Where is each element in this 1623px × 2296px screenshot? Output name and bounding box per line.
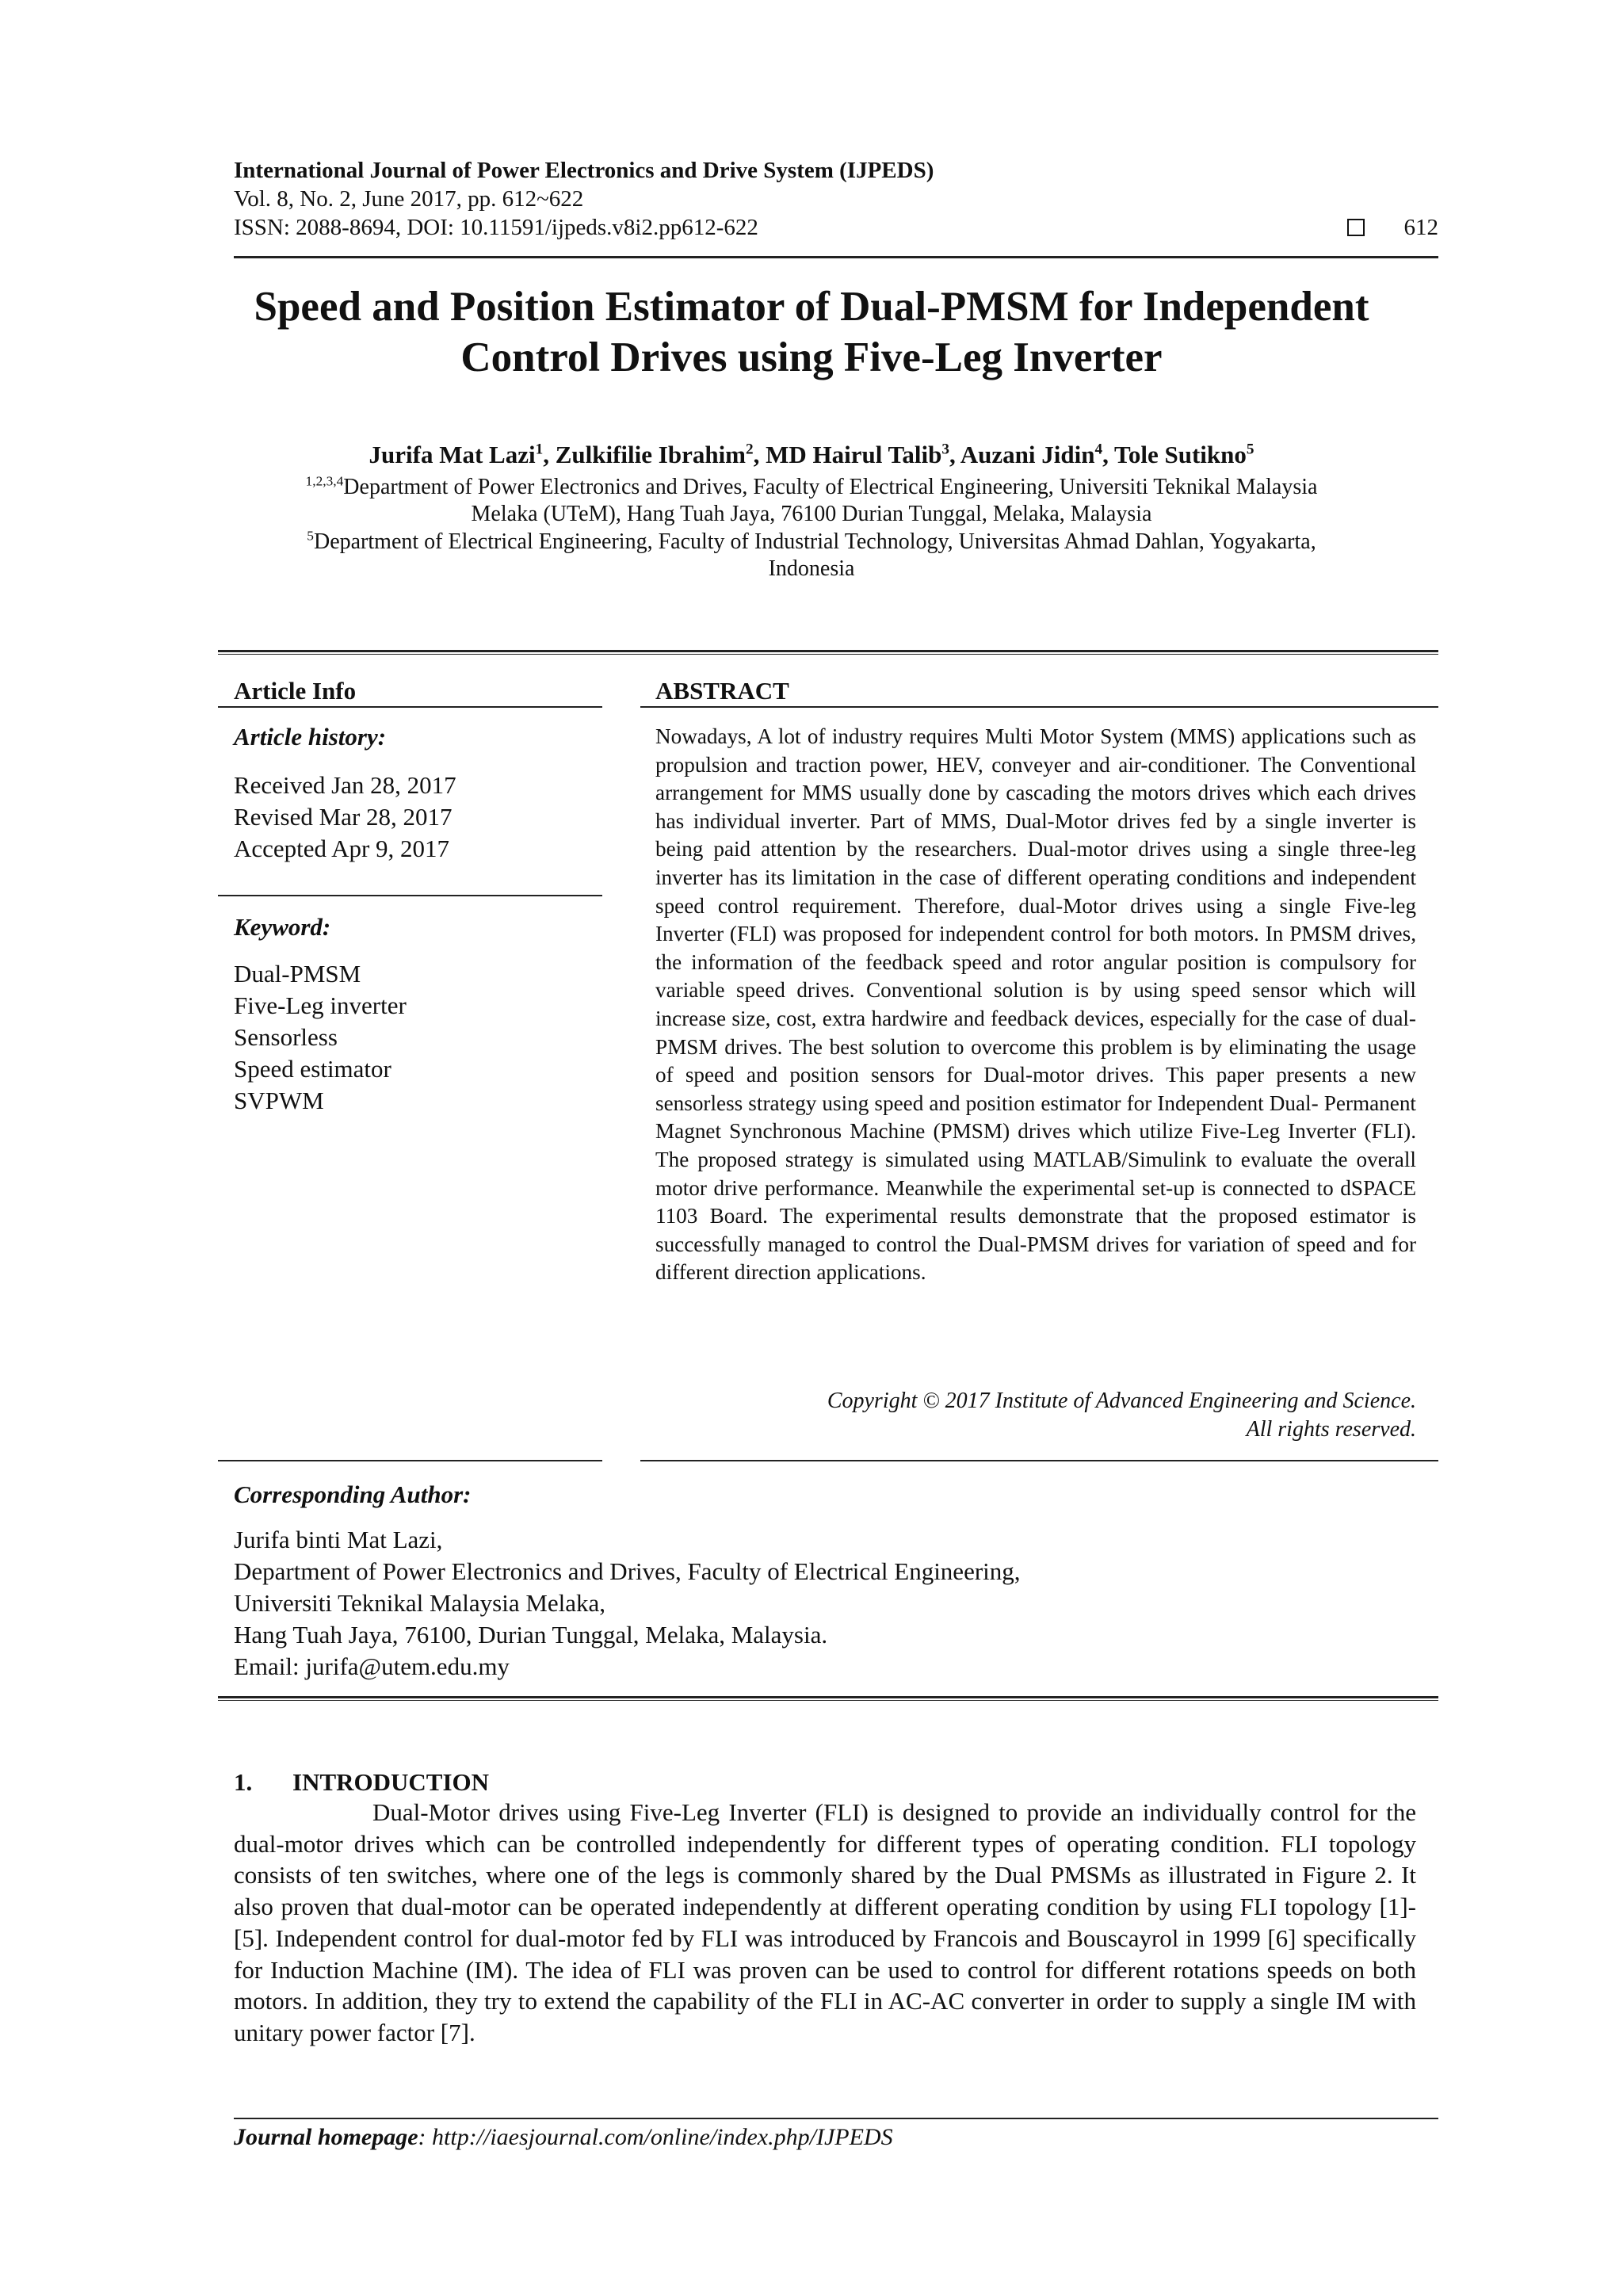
affiliation-2 <box>206 529 1417 583</box>
author-sup: 1 <box>535 441 544 458</box>
author-name: Tole Sutikno <box>1114 441 1247 468</box>
keyword: SVPWM <box>234 1087 324 1114</box>
footer-rule <box>234 2118 1438 2119</box>
author-sep: , <box>1102 441 1115 468</box>
author-list <box>206 440 1417 470</box>
keyword: Five-Leg inverter <box>234 991 407 1019</box>
copyright-line-1: Copyright © 2017 Institute of Advanced Engineering and Science. <box>827 1389 1416 1413</box>
author <box>556 441 766 468</box>
affiliation-1-line-2: Melaka (UTeM), Hang Tuah Jaya, 76100 Durian Tunggal, Melaka, Malaysia <box>471 502 1152 526</box>
journal-issn <box>234 213 1438 242</box>
corresponding-name: Jurifa binti Mat Lazi, <box>234 1526 443 1553</box>
author-name: Jurifa Mat Lazi <box>369 441 536 468</box>
article-info-heading: Article Info <box>234 677 357 705</box>
corresponding-department: Department of Power Electronics and Drives, Faculty of Electrical Engineering, <box>234 1557 1021 1585</box>
affiliation-1-line-1 <box>206 474 1417 501</box>
section-title: INTRODUCTION <box>292 1768 490 1796</box>
page-number: 612 <box>1403 215 1438 240</box>
author <box>369 441 556 468</box>
author-sep: , <box>949 441 960 468</box>
homepage-url: : http://iaesjournal.com/online/index.php/IJPEDS <box>418 2124 893 2150</box>
author-sep: , <box>753 441 766 468</box>
introduction-paragraph: Dual-Motor drives using Five-Leg Inverter (FLI) is designed to provide an individually control for the dual-motor drives which can be controlled independently for different types of operating condition. FLI topology consists of ten switches, where one of the legs is commonly shared by the Dual PMSMs as illustrated in Figure 2. It also proven that dual-motor can be operated independently at different operating condition by using FLI topology [1]-[5]. Independent control for dual-motor fed by FLI was introduced by Francois and Bouscayrol in 1999 [6] specifically for Induction Machine (IM). The idea of FLI was proven can be used to control for different rotations speeds on both motors. In addition, they try to extend the capability of the FLI in AC-AC converter in order to supply a single IM with unitary power factor [7]. <box>234 1798 1416 2046</box>
section-number: 1. <box>234 1768 253 1796</box>
issn-doi: ISSN: 2088-8694, DOI: 10.11591/ijpeds.v8i2.pp612-622 <box>234 215 758 240</box>
author-sep: , <box>543 441 556 468</box>
affiliation-sup: 1,2,3,4 <box>305 473 344 489</box>
article-history-heading: Article history: <box>234 723 387 751</box>
homepage-label: Journal homepage <box>234 2124 418 2150</box>
keyword: Dual-PMSM <box>234 960 361 988</box>
affiliation-2-line-2: Indonesia <box>768 556 855 581</box>
corresponding-bottom-rule <box>218 1696 1438 1701</box>
title-line-2: Control Drives using Five-Leg Inverter <box>460 334 1163 380</box>
journal-homepage <box>234 2122 893 2153</box>
keyword: Sensorless <box>234 1023 338 1051</box>
affiliation-text: Department of Power Electronics and Drives, Faculty of Electrical Engineering, Universiti Teknikal Malaysia <box>343 475 1318 499</box>
author-name: MD Hairul Talib <box>766 441 942 468</box>
corresponding-university: Universiti Teknikal Malaysia Melaka, <box>234 1589 606 1617</box>
keyword-list <box>234 958 407 1117</box>
page-number-group <box>1347 213 1439 242</box>
title-line-1: Speed and Position Estimator of Dual-PMSM for Independent <box>254 284 1369 330</box>
affiliation-text: Department of Electrical Engineering, Faculty of Industrial Technology, Universitas Ahmad Dahlan, Yogyakarta, <box>313 529 1316 554</box>
author-sup: 5 <box>1246 441 1254 458</box>
author-sup: 2 <box>746 441 754 458</box>
info-bottom-rule-left <box>218 1460 602 1461</box>
author-sup: 3 <box>941 441 949 458</box>
abstract-rule <box>640 706 1438 708</box>
copyright-line-2: All rights reserved. <box>1246 1417 1416 1442</box>
section-heading-introduction <box>234 1767 489 1797</box>
author <box>766 441 960 468</box>
author-sup: 4 <box>1094 441 1103 458</box>
author-name: Auzani Jidin <box>960 441 1095 468</box>
article-history <box>234 770 456 865</box>
corresponding-author-details <box>234 1524 1021 1683</box>
copyright-notice <box>655 1387 1416 1444</box>
corresponding-email: Email: jurifa@utem.edu.my <box>234 1652 510 1680</box>
keyword-heading: Keyword: <box>234 913 331 941</box>
paper-title <box>206 281 1417 383</box>
info-top-rule <box>218 650 1438 655</box>
history-rule <box>218 895 602 896</box>
abstract-heading: ABSTRACT <box>655 677 789 705</box>
journal-volume: Vol. 8, No. 2, June 2017, pp. 612~622 <box>234 186 584 212</box>
affiliation-2-line-1 <box>206 529 1417 556</box>
header-rule <box>234 256 1438 258</box>
author-name: Zulkifilie Ibrahim <box>555 441 746 468</box>
affiliation-1 <box>206 474 1417 528</box>
info-bottom-rule-right <box>640 1460 1438 1461</box>
article-info-rule <box>218 706 602 708</box>
received-date: Received Jan 28, 2017 <box>234 771 456 799</box>
accepted-date: Accepted Apr 9, 2017 <box>234 835 450 862</box>
keyword: Speed estimator <box>234 1055 391 1083</box>
journal-name: International Journal of Power Electronics and Drive System (IJPEDS) <box>234 158 934 183</box>
abstract-text: Nowadays, A lot of industry requires Multi Motor System (MMS) applications such as propulsion and traction power, HEV, conveyer and air-conditioner. The Conventional arrangement for MMS usually done by cascading the motors drives which each drives has individual inverter. Part of MMS, Dual-Motor drives fed by a single inverter is being paid attention by the researchers. Dual-motor drives using a single three-leg inverter has its limitation in the case of different operating conditions and independent speed control requirement. Therefore, dual-Motor drives using a single Five-leg Inverter (FLI) was proposed for independent control for both motors. In PMSM drives, the information of the feedback speed and rotor angular position is compulsory for variable speed drives. Conventional solution is by using speed sensor which will increase size, cost, extra hardwire and feedback devices, especially for the case of dual-PMSM drives. The best solution to overcome this problem is by eliminating the usage of speed and position sensors for Dual-motor drives. This paper presents a new sensorless strategy using speed and position estimator for Independent Dual- Permanent Magnet Synchronous Machine (PMSM) drives which utilize Five-Leg Inverter (FLI). The proposed strategy is simulated using MATLAB/Simulink to evaluate the overall motor drive performance. Meanwhile the experimental set-up is connected to dSPACE 1103 Board. The experimental results demonstrate that the proposed estimator is successfully managed to control the Dual-PMSM drives for variation of speed and for different direction applications. <box>655 724 1416 1285</box>
author <box>1114 441 1254 468</box>
corresponding-author-heading: Corresponding Author: <box>234 1480 472 1508</box>
affiliation-sup: 5 <box>307 528 314 544</box>
checkbox-square-icon <box>1347 219 1365 236</box>
author <box>960 441 1114 468</box>
corresponding-address: Hang Tuah Jaya, 76100, Durian Tunggal, Melaka, Malaysia. <box>234 1621 828 1648</box>
revised-date: Revised Mar 28, 2017 <box>234 803 453 831</box>
